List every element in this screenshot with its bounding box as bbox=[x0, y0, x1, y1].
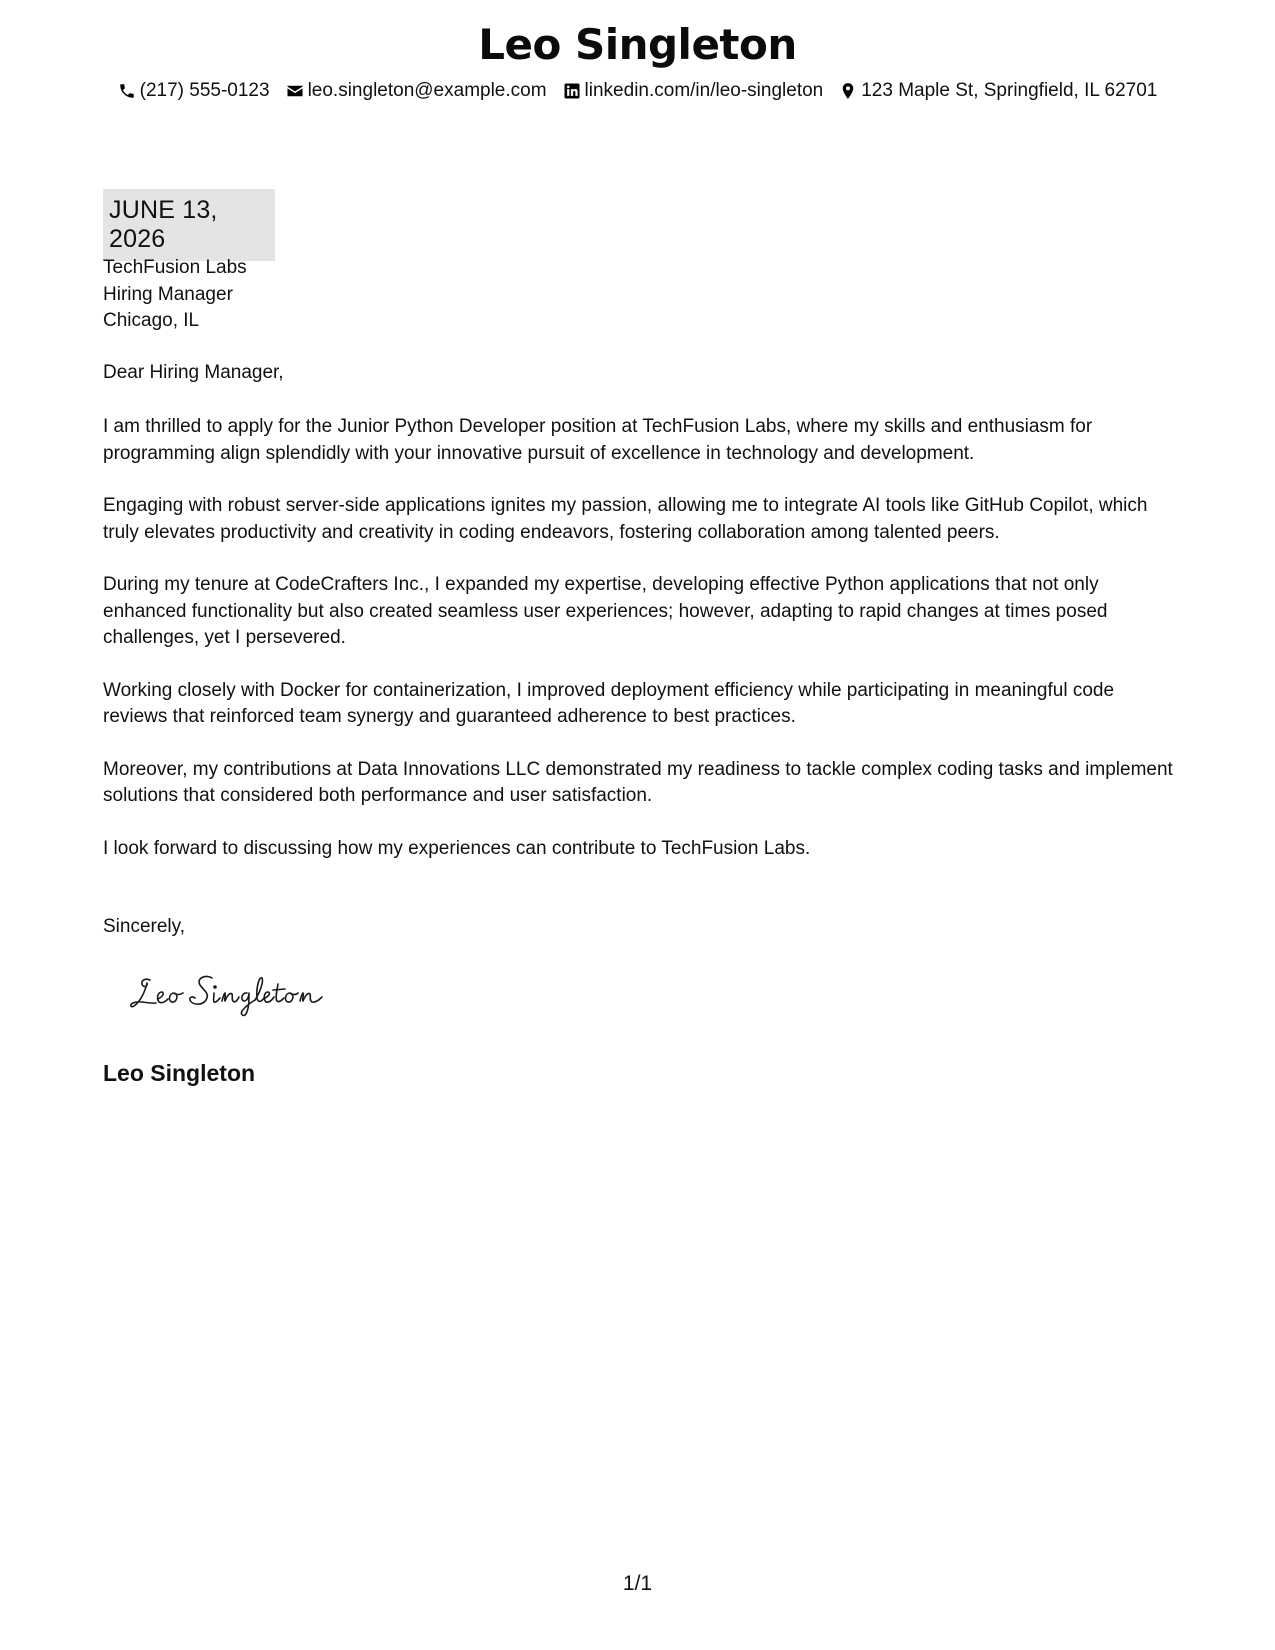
page-number: 1/1 bbox=[622, 1572, 653, 1595]
recipient-title: Hiring Manager bbox=[103, 283, 233, 305]
contact-phone bbox=[118, 80, 270, 102]
linkedin-icon bbox=[563, 82, 581, 100]
applicant-name-heading: Leo Singleton bbox=[478, 20, 797, 69]
phone-text[interactable]: (217) 555-0123 bbox=[139, 80, 270, 101]
contact-info-row bbox=[0, 80, 1275, 102]
handwritten-signature bbox=[128, 968, 338, 1018]
body-paragraph: I am thrilled to apply for the Junior Python Developer position at TechFusion Labs, where my skills and enthusiasm for programming align splendidly with your innovative pursuit of excellence in technology and development. bbox=[103, 416, 1093, 464]
salutation: Dear Hiring Manager, bbox=[103, 362, 284, 383]
body-paragraph: Working closely with Docker for containerization, I improved deployment efficiency while participating in meaningful code reviews that reinforced team synergy and guaranteed adherence to best practices. bbox=[103, 679, 1115, 727]
letter-date: JUNE 13, 2026 bbox=[103, 189, 275, 261]
email-text[interactable]: leo.singleton@example.com bbox=[307, 80, 547, 101]
body-paragraph: During my tenure at CodeCrafters Inc., I expanded my expertise, developing effective Python applications that not only enhanced functionality but also created seamless user experiences; however, adapting to rapid changes at times posed challenges, yet I persevered. bbox=[103, 574, 1108, 648]
contact-address bbox=[839, 80, 1157, 102]
contact-linkedin bbox=[563, 80, 824, 102]
signer-name: Leo Singleton bbox=[103, 1060, 256, 1086]
contact-email bbox=[286, 80, 547, 102]
body-paragraph: Moreover, my contributions at Data Innovations LLC demonstrated my readiness to tackle complex coding tasks and implement solutions that considered both performance and user satisfaction. bbox=[103, 758, 1173, 806]
map-marker-icon bbox=[839, 82, 857, 100]
closing: Sincerely, bbox=[103, 916, 186, 937]
address-text: 123 Maple St, Springfield, IL 62701 bbox=[861, 80, 1158, 101]
body-paragraph: Engaging with robust server-side applications ignites my passion, allowing me to integrate AI tools like GitHub Copilot, which truly elevates productivity and creativity in coding endeavors, fostering collaboration among talented peers. bbox=[103, 495, 1148, 543]
recipient-location: Chicago, IL bbox=[103, 310, 200, 331]
envelope-icon bbox=[286, 82, 304, 100]
linkedin-text[interactable]: linkedin.com/in/leo-singleton bbox=[584, 80, 824, 101]
recipient-company: TechFusion Labs bbox=[103, 257, 247, 278]
recipient-block bbox=[103, 255, 247, 335]
body-paragraph: I look forward to discussing how my experiences can contribute to TechFusion Labs. bbox=[103, 837, 811, 859]
phone-icon bbox=[118, 82, 136, 100]
letter-body bbox=[103, 414, 1183, 888]
